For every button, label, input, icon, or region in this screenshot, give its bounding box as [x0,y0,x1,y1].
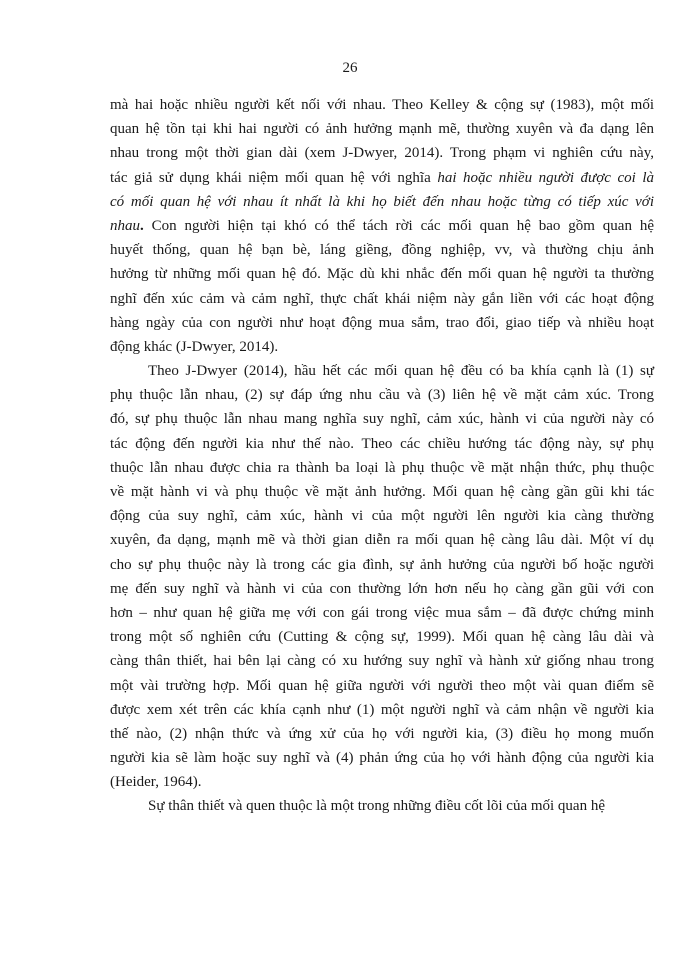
page-number: 26 [342,60,358,76]
text-line [110,698,654,722]
text-line [110,649,654,673]
text-line [110,553,654,577]
text-run: mà hai hoặc nhiều người kết nối với nhau. Theo Kelley & cộng sự (1983), một mối [110,97,654,113]
document-body [110,93,654,819]
text-run: phụ thuộc lẫn nhau, (2) sự đáp ứng nhu cầu và (3) liên hệ về mặt cảm xúc. Trong [110,387,654,404]
text-line [110,794,654,818]
text-line [110,528,654,552]
text-line [110,190,654,214]
text-run: (Heider, 1964). [110,774,202,791]
text-run: nghĩ đến xúc cảm và cảm nghĩ, thực chất khái niệm này gắn liền với các hoạt động [110,290,654,307]
text-line [110,722,654,746]
emphasized-text: nhau [110,217,140,234]
text-run: đó, sự phụ thuộc lẫn nhau mang nghĩa suy nghĩ, cảm xúc, hành vi của người này có [110,411,654,428]
text-run: hưởng từ những mối quan hệ đó. Mặc dù khi nhắc đến mối quan hệ người ta thường [110,266,654,283]
bold-text: . [140,217,144,234]
text-line [110,504,654,528]
text-run: hàng ngày của con người như hoạt động mua sắm, trao đổi, giao tiếp và nhiều hoạt [110,314,654,331]
text-line [110,311,654,335]
text-line [110,262,654,286]
text-run: huyết thống, quan hệ bạn bè, láng giềng, đồng nghiệp, vv, và thường chịu ảnh [110,242,654,259]
text-run: tác động đến người kia như thế nào. Theo các chiều hướng tác động này, sự phụ [110,435,654,452]
text-run: hơn – như quan hệ giữa mẹ với con gái trong việc mua sắm – đã được chứng minh [110,604,654,621]
text-run: thế nào, (2) nhận thức và ứng xử của họ với người kia, (3) điều họ mong muốn [110,725,654,742]
text-line [110,770,654,794]
text-line [110,383,654,407]
text-run: Theo J-Dwyer (2014), hầu hết các mối quan hệ đều có ba khía cạnh là (1) sự [148,363,654,380]
text-run: được xem xét trên các khía cạnh như (1) một người nghĩ và cảm nhận về người kia [110,701,654,718]
emphasized-text: hai hoặc nhiều người được coi là [437,169,655,186]
text-run: động khác (J-Dwyer, 2014). [110,338,279,355]
text-line [110,625,654,649]
text-line [110,359,654,383]
text-line [110,577,654,601]
emphasized-text: có mối quan hệ với nhau ít nhất là khi họ biết đến nhau hoặc từng có tiếp xúc với [110,193,654,210]
paragraph [110,794,654,818]
text-line [110,432,654,456]
text-run: Sự thân thiết và quen thuộc là một trong những điều cốt lõi của mối quan hệ [148,798,606,815]
text-run: về mặt hành vi và phụ thuộc về mặt ảnh hưởng. Mối quan hệ càng gần gũi khi tác [110,484,654,500]
text-run: một vài trường hợp. Mối quan hệ giữa người với người theo một vài quan điểm sẽ [110,677,654,694]
text-run: mẹ đến suy nghĩ và hành vi của con thường lớn hơn nếu họ càng gần gũi với con [110,580,654,597]
text-run: càng thân thiết, hai bên lại càng có xu hướng suy nghĩ và hành xử giống nhau trong [110,653,654,670]
text-line [110,456,654,480]
text-run: Con người hiện tại khó có thể tách rời các mối quan hệ bao gồm quan hệ [143,217,654,234]
text-line [110,335,654,359]
text-run: xuyên, đa dạng, mạnh mẽ và thời gian diễn ra mối quan hệ càng lâu dài. Một ví dụ [110,532,654,549]
text-run: trong một số nghiên cứu (Cutting & cộng sự, 1999). Mối quan hệ càng lâu dài và [110,629,654,646]
text-line [110,480,654,504]
text-line [110,407,654,431]
text-run: quan hệ tồn tại khi hai người có ảnh hưởng mạnh mẽ, thường xuyên và đa dạng lên [110,121,654,138]
text-line [110,141,654,165]
text-line [110,214,654,238]
paragraph [110,93,654,359]
text-line [110,166,654,190]
text-line [110,674,654,698]
text-line [110,601,654,625]
text-line [110,93,654,117]
text-line [110,117,654,141]
text-run: thuộc lẫn nhau được chia ra thành ba loại là phụ thuộc về mặt nhận thức, phụ thuộc [110,459,654,476]
text-run: nhau trong một thời gian dài (xem J-Dwyer, 2014). Trong phạm vi nghiên cứu này, [110,145,654,162]
text-run: động của suy nghĩ, cảm xúc, hành vi của một người lên người kia càng thường [110,508,654,525]
text-line [110,746,654,770]
text-line [110,238,654,262]
text-run: cho sự phụ thuộc này là trong các gia đình, sự ảnh hưởng của người bố hoặc người [110,556,654,573]
text-run: tác giả sử dụng khái niệm mối quan hệ với nghĩa [110,169,438,186]
paragraph [110,359,654,794]
text-line [110,287,654,311]
text-run: người kia sẽ làm hoặc suy nghĩ và (4) phản ứng của họ với hành động của người kia [110,750,654,767]
